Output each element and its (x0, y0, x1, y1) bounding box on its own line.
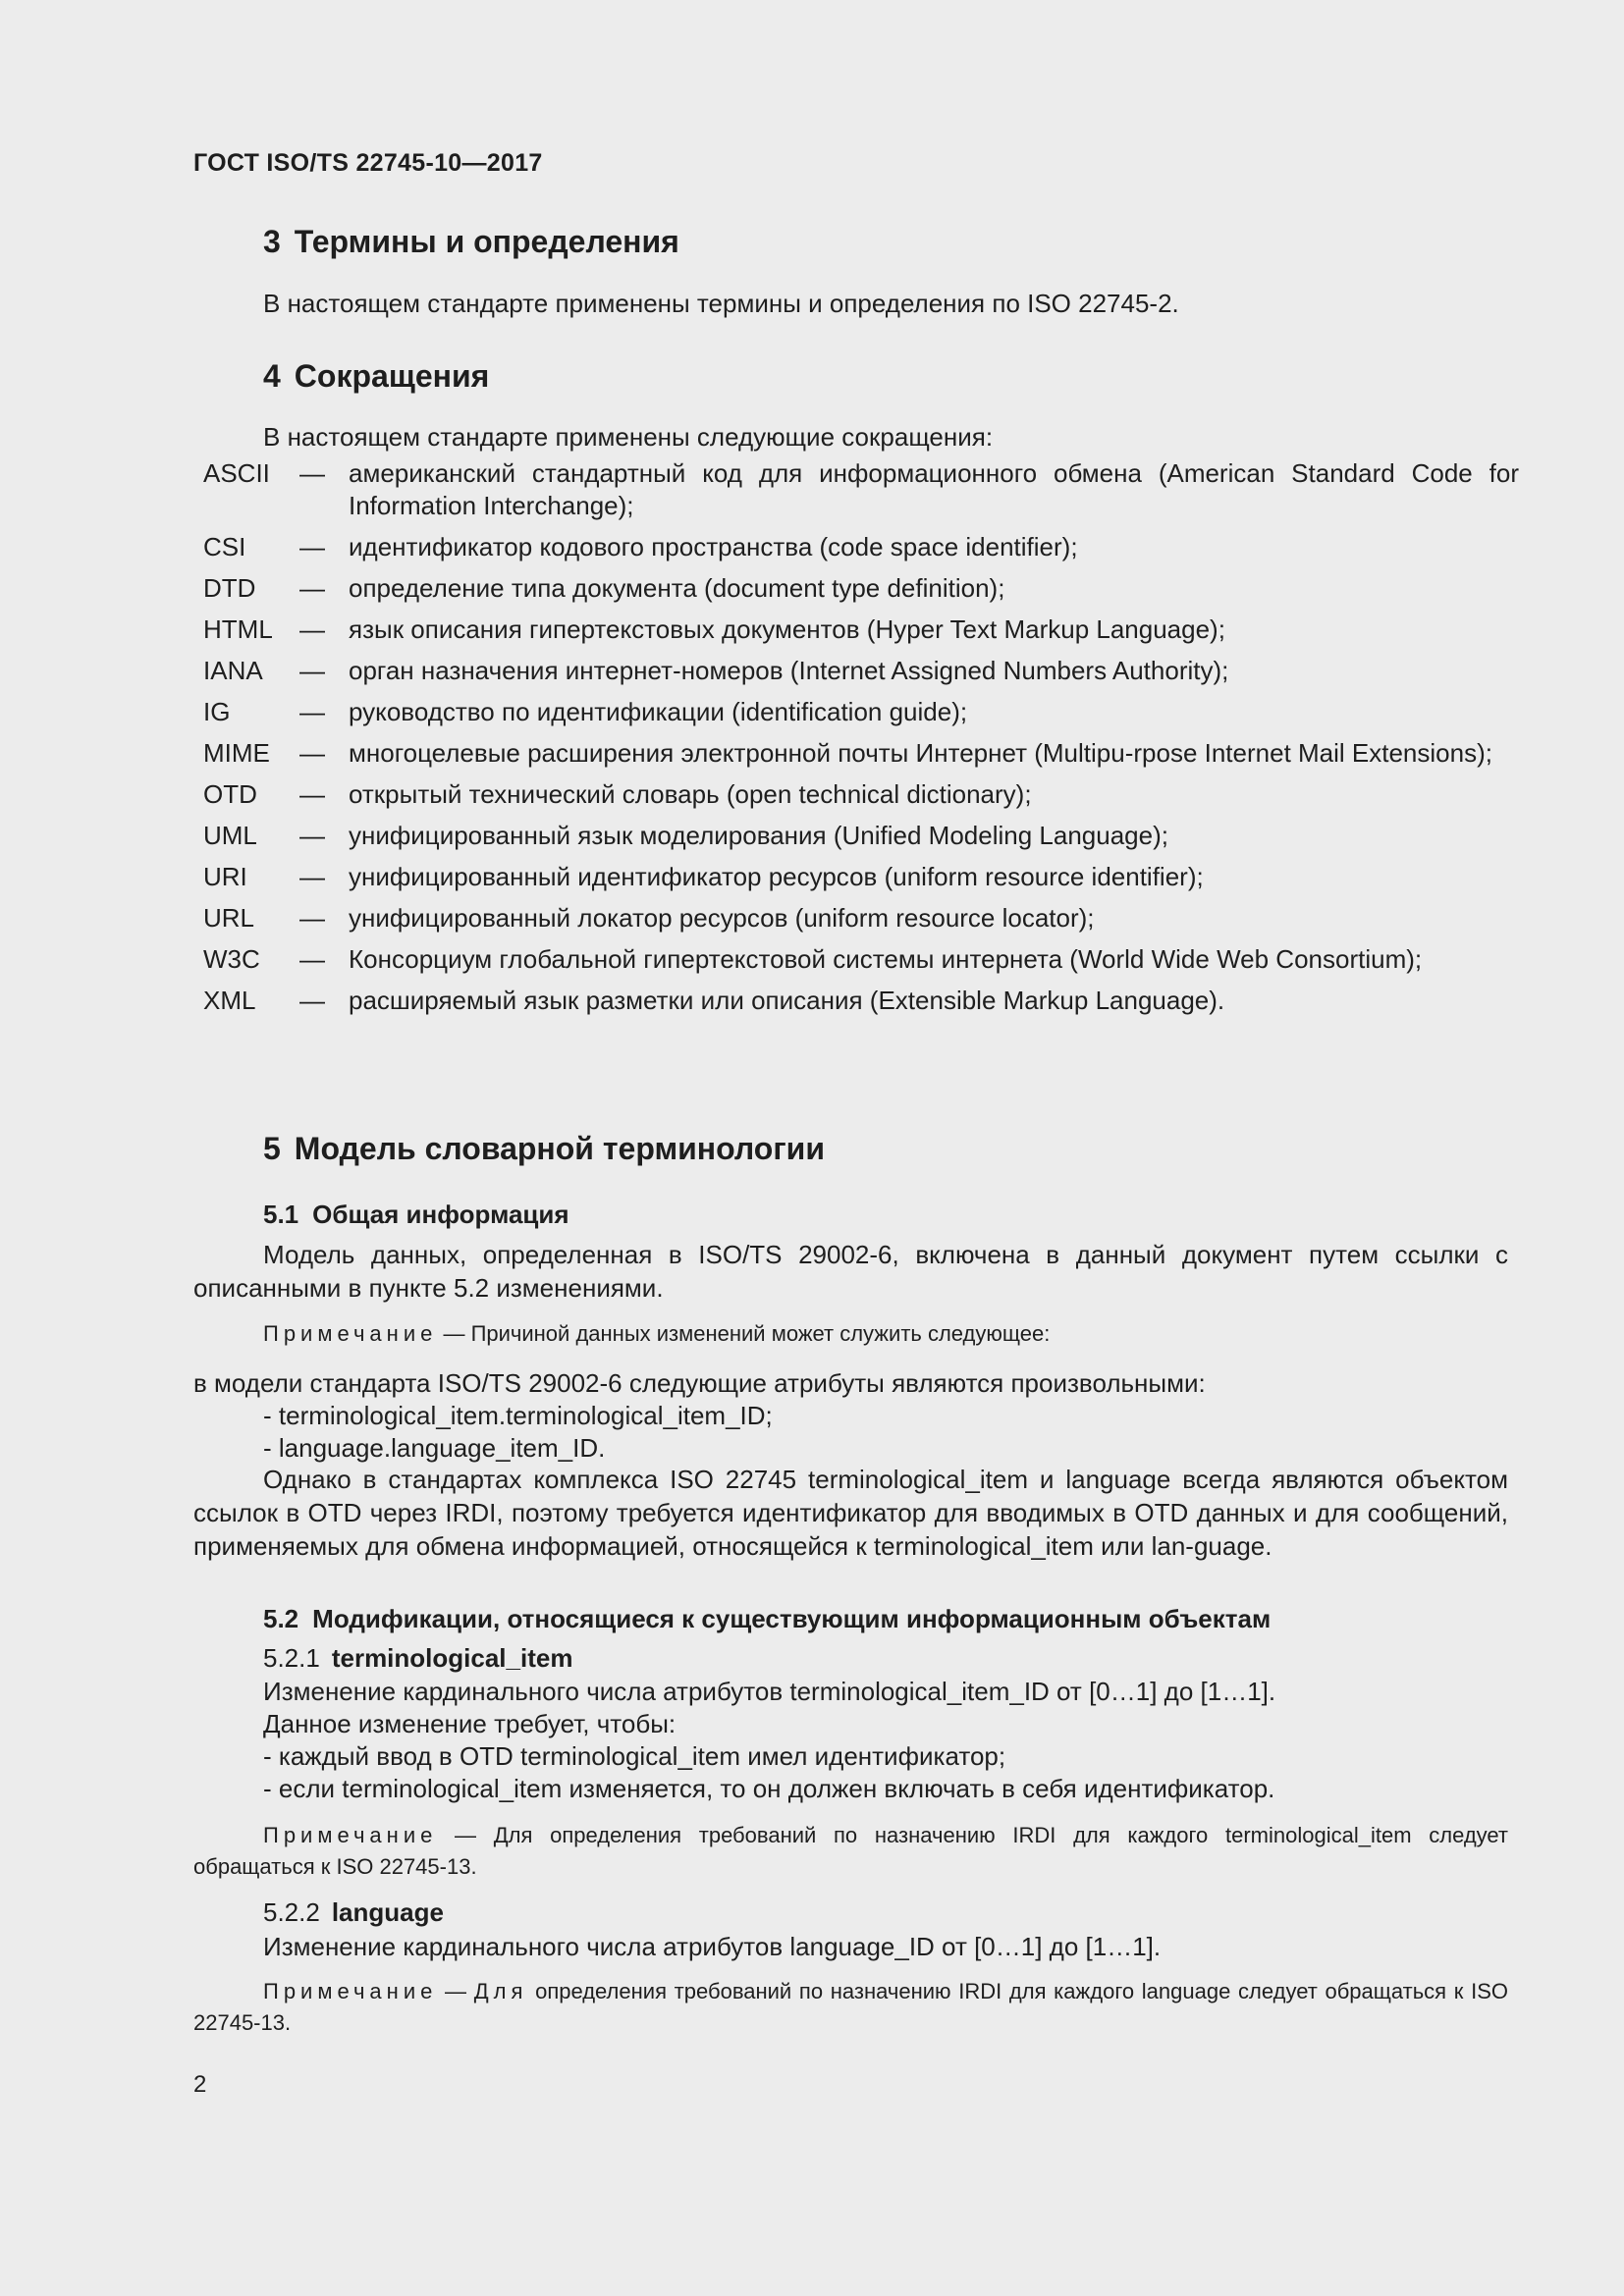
abbreviation-dash: — (299, 532, 325, 561)
subsection-5-1-heading (263, 1200, 569, 1230)
abbreviation-dash: — (299, 458, 325, 488)
paragraph: в модели стандарта ISO/TS 29002-6 следующие атрибуты являются произвольными: (193, 1368, 1206, 1398)
abbreviation-row (203, 655, 1519, 687)
abbreviation-dash: — (299, 656, 325, 685)
abbreviation-definition: расширяемый язык разметки или описания (Extensible Markup Language). (349, 986, 1225, 1015)
note-text: — Причиной данных изменений может служить следующее: (437, 1321, 1051, 1346)
abbreviation-definition: руководство по идентификации (identification guide); (349, 697, 968, 726)
abbreviation-dash: — (299, 862, 325, 891)
abbreviation-dash: — (299, 573, 325, 603)
list-item: - language.language_item_ID. (263, 1433, 606, 1463)
abbreviation-definition: унифицированный язык моделирования (Unified Modeling Language); (349, 821, 1168, 850)
abbreviation-term: IG (203, 697, 231, 726)
abbreviation-row (203, 820, 1519, 852)
note (193, 1820, 1508, 1883)
abbreviation-term: ASCII (203, 458, 270, 488)
abbreviation-definition: унифицированный идентификатор ресурсов (uniform resource identifier); (349, 862, 1204, 891)
abbreviation-dash: — (299, 986, 325, 1015)
page-number: 2 (193, 2071, 207, 2098)
abbreviation-row (203, 985, 1519, 1017)
paragraph: Данное изменение требует, чтобы: (263, 1709, 677, 1738)
paragraph: Изменение кардинального числа атрибутов terminological_item_ID от [0…1] до [1…1]. (263, 1677, 1276, 1706)
list-item: - каждый ввод в OTD terminological_item имел идентификатор; (263, 1741, 1006, 1771)
list-item: - terminological_item.terminological_item_ID; (263, 1401, 773, 1430)
abbreviation-term: DTD (203, 573, 256, 603)
abbreviation-row (203, 861, 1519, 893)
section-number: 4 (263, 358, 281, 394)
abbreviation-row (203, 531, 1519, 563)
note-text: определения требований по назначению IRDI для каждого language следует обращаться к ISO 22745-13. (193, 1979, 1508, 2035)
abbreviation-row (203, 902, 1519, 934)
abbreviation-definition: многоцелевые расширения электронной почты Интернет (Multipu-rpose Internet Mail Extensions); (349, 738, 1492, 768)
section-number: 5 (263, 1131, 281, 1166)
clause-number: 5.2.2 (263, 1897, 320, 1927)
abbreviation-dash: — (299, 821, 325, 850)
paragraph: Однако в стандартах комплекса ISO 22745 terminological_item и language всегда являются объектом ссылок в OTD через IRDI, поэтому требуется идентификатор для вводимых в OTD данных и для сообщений, применяемых для обмена информацией, относящейся к terminological_item или lan-guage. (193, 1465, 1508, 1561)
clause-title: terminological_item (331, 1643, 573, 1673)
clause-number: 5.2.1 (263, 1643, 320, 1673)
abbreviation-dash: — (299, 697, 325, 726)
section-4-intro: В настоящем стандарте применены следующие сокращения: (263, 422, 994, 452)
abbreviation-term: URL (203, 903, 255, 933)
abbreviation-row (203, 943, 1519, 976)
abbreviation-definition: Консорциум глобальной гипертекстовой системы интернета (World Wide Web Consortium); (349, 944, 1423, 974)
subsection-title: Общая информация (312, 1200, 569, 1229)
subsection-number: 5.2 (263, 1604, 299, 1633)
abbreviation-row (203, 737, 1519, 770)
abbreviation-term: OTD (203, 779, 257, 809)
clause-5-2-1-heading (263, 1641, 1508, 1675)
abbreviation-term: MIME (203, 738, 270, 768)
abbreviation-term: W3C (203, 944, 260, 974)
abbreviation-dash: — (299, 738, 325, 768)
abbreviation-dash: — (299, 614, 325, 644)
note (263, 1318, 1050, 1350)
abbreviation-term: HTML (203, 614, 273, 644)
note: Примечание — Для определения требований по назначению IRDI для каждого language следует обращаться к ISO 22745-13. (193, 1979, 1508, 2035)
abbreviation-definition: орган назначения интернет-номеров (Internet Assigned Numbers Authority); (349, 656, 1229, 685)
abbreviation-definition: открытый технический словарь (open technical dictionary); (349, 779, 1032, 809)
abbreviation-definition: американский стандартный код для информационного обмена (American Standard Code for Information Interchange); (349, 458, 1519, 520)
subsection-title: Модификации, относящиеся к существующим информационным объектам (312, 1604, 1272, 1633)
clause-5-2-2-heading (263, 1896, 1508, 1929)
note-word: Для (473, 1979, 528, 2003)
abbreviation-dash: — (299, 779, 325, 809)
abbreviation-term: URI (203, 862, 247, 891)
section-number: 3 (263, 224, 281, 259)
section-3-heading (263, 224, 679, 260)
section-5-heading (263, 1131, 825, 1167)
abbreviation-row (203, 696, 1519, 728)
note-text: — Для определения требований по назначению IRDI для каждого terminological_item следует обращаться к ISO 22745-13. (193, 1823, 1508, 1879)
clause-title: language (331, 1897, 444, 1927)
document-header: ГОСТ ISO/TS 22745-10—2017 (193, 149, 543, 177)
abbreviation-definition: идентификатор кодового пространства (code space identifier); (349, 532, 1078, 561)
abbreviation-list (203, 457, 1519, 1026)
subsection-number: 5.1 (263, 1200, 299, 1229)
paragraph: Модель данных, определенная в ISO/TS 29002-6, включена в данный документ путем ссылки с описанными в пункте 5.2 изменениями. (193, 1240, 1508, 1303)
abbreviation-definition: унифицированный локатор ресурсов (uniform resource locator); (349, 903, 1095, 933)
paragraph: Изменение кардинального числа атрибутов language_ID от [0…1] до [1…1]. (263, 1932, 1162, 1961)
list-item: - если terminological_item изменяется, то он должен включать в себя идентификатор. (263, 1774, 1275, 1803)
abbreviation-term: IANA (203, 656, 263, 685)
note-label: Примечание (263, 1321, 438, 1346)
abbreviation-definition: язык описания гипертекстовых документов (Hyper Text Markup Language); (349, 614, 1225, 644)
abbreviation-definition: определение типа документа (document type definition); (349, 573, 1005, 603)
abbreviation-row (203, 614, 1519, 646)
note-label: Примечание (263, 1823, 438, 1847)
note-label: Примечание (263, 1979, 438, 2003)
abbreviation-row (203, 572, 1519, 605)
subsection-5-2-heading (263, 1604, 1271, 1634)
abbreviation-dash: — (299, 903, 325, 933)
abbreviation-row (203, 778, 1519, 811)
abbreviation-term: CSI (203, 532, 246, 561)
section-title: Термины и определения (294, 224, 679, 259)
section-title: Модель словарной терминологии (294, 1131, 825, 1166)
abbreviation-term: UML (203, 821, 257, 850)
section-title: Сокращения (294, 358, 490, 394)
section-4-heading (263, 358, 489, 395)
abbreviation-dash: — (299, 944, 325, 974)
abbreviation-term: XML (203, 986, 256, 1015)
section-3-text: В настоящем стандарте применены термины и определения по ISO 22745-2. (263, 289, 1179, 318)
abbreviation-row (203, 457, 1519, 522)
